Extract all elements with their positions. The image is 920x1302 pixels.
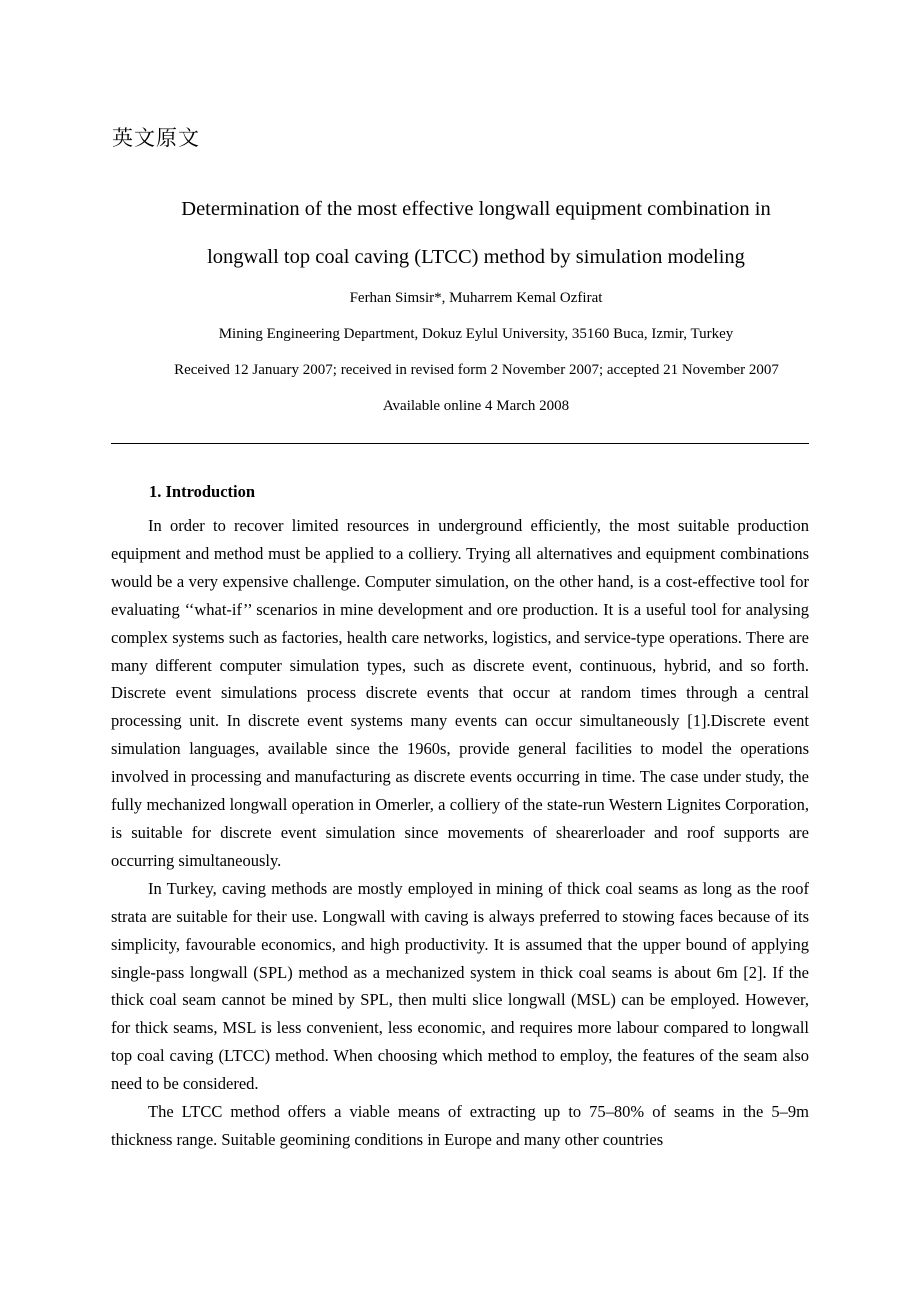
paper-received-dates: Received 12 January 2007; received in revised form 2 November 2007; accepted 21 November 2007 (174, 362, 779, 378)
paper-available-online: Available online 4 March 2008 (382, 398, 570, 414)
section-heading: 1. Introduction (149, 482, 256, 501)
header-divider (111, 443, 809, 444)
paper-title-line-1: Determination of the most effective longwall equipment combination in (181, 198, 771, 220)
paper-authors: Ferhan Simsir*, Muharrem Kemal Ozfirat (349, 290, 603, 306)
body-paragraph: The LTCC method offers a viable means of extracting up to 75–80% of seams in the 5–9m thickness range. Suitable geomining conditions in Europe and many other countries (111, 1102, 809, 1149)
document-label: 英文原文 (112, 126, 200, 150)
paper-affiliation: Mining Engineering Department, Dokuz Eylul University, 35160 Buca, Izmir, Turkey (218, 326, 734, 342)
section-body (111, 512, 809, 1154)
body-paragraph: In order to recover limited resources in underground efficiently, the most suitable production equipment and method must be applied to a colliery. Trying all alternatives and equipment combinations would be a very expensive challenge. Computer simulation, on the other hand, is a cost-effective tool for evaluating ‘‘what-if’’ scenarios in mine development and ore production. It is a useful tool for analysing complex systems such as factories, health care networks, logistics, and service-type operations. There are many different computer simulation types, such as discrete event, continuous, hybrid, and so forth. Discrete event simulations process discrete events that occur at random times through a central processing unit. In discrete event systems many events can occur simultaneously [1].Discrete event simulation languages, available since the 1960s, provide general facilities to model the operations involved in processing and manufacturing as discrete events occurring in time. The case under study, the fully mechanized longwall operation in Omerler, a colliery of the state-run Western Lignites Corporation, is suitable for discrete event simulation since movements of shearerloader and roof supports are occurring simultaneously. (111, 516, 809, 870)
paper-title-line-2: longwall top coal caving (LTCC) method by simulation modeling (207, 246, 745, 268)
body-paragraph: In Turkey, caving methods are mostly employed in mining of thick coal seams as long as the roof strata are suitable for their use. Longwall with caving is always preferred to stowing faces because of its simplicity, favourable economics, and high productivity. It is assumed that the upper bound of applying single-pass longwall (SPL) method as a mechanized system in thick coal seams is about 6m [2]. If the thick coal seam cannot be mined by SPL, then multi slice longwall (MSL) can be employed. However, for thick seams, MSL is less convenient, less economic, and requires more labour compared to longwall top coal caving (LTCC) method. When choosing which method to employ, the features of the seam also need to be considered. (111, 878, 809, 1094)
